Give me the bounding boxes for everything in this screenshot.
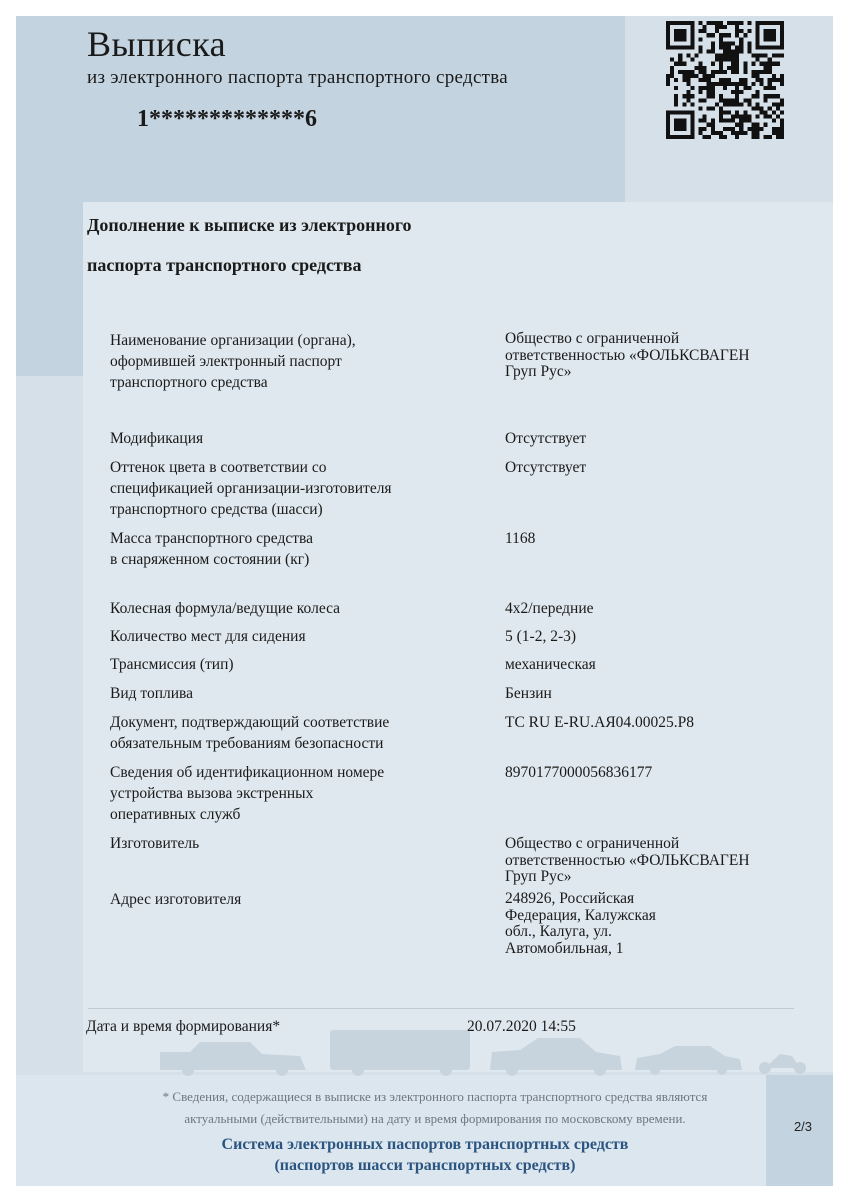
system-name [150,1134,700,1176]
row-label-seats: Количество мест для сидения [110,628,306,645]
qr-code-icon [666,21,784,139]
row-value-transmission: механическая [505,656,596,673]
row-value-seats: 5 (1-2, 2-3) [505,628,577,645]
divider [88,1008,794,1009]
footnote-line: актуальными (действительными) на дату и время формирования по московскому времени. [184,1111,686,1126]
row-label-emergency-device-id: Сведения об идентификационном номере устройства вызова экстренных оперативных служб [110,764,385,823]
document-title: Выписка [87,24,227,64]
generated-datetime-label: Дата и время формирования* [86,1018,281,1035]
row-value-wheel-formula: 4x2/передние [505,600,594,617]
passport-number: 1*************6 [137,106,317,132]
section-title-line: Дополнение к выписке из электронного [87,215,412,235]
system-name-line: (паспортов шасси транспортных средств) [274,1157,576,1174]
row-label-transmission: Трансмиссия (тип) [110,656,234,673]
row-value-fuel: Бензин [505,685,552,702]
row-label-curb-mass: Масса транспортного средства в снаряженном состоянии (кг) [110,530,313,568]
row-value-manufacturer: Общество с ограниченной ответственностью «ФОЛЬКСВАГЕН Груп Рус» [505,835,750,885]
document-subtitle: из электронного паспорта транспортного средства [87,67,509,88]
system-name-line: Система электронных паспортов транспортных средств [221,1136,629,1153]
row-label-organization: Наименование организации (органа), оформившей электронный паспорт транспортного средства [110,332,356,391]
section-title [87,205,487,285]
row-label-wheel-formula: Колесная формула/ведущие колеса [110,600,341,617]
row-value-modification: Отсутствует [505,430,587,447]
page-number: 2/3 [793,1119,813,1134]
row-label-fuel: Вид топлива [110,685,194,702]
row-label-conformity-document: Документ, подтверждающий соответствие обязательным требованиям безопасности [110,714,390,752]
generated-datetime-value: 20.07.2020 14:55 [467,1018,576,1035]
row-value-manufacturer-address: 248926, Российская Федерация, Калужская обл., Калуга, ул. Автомобильная, 1 [505,890,656,957]
row-value-emergency-device-id: 8970177000056836177 [505,764,653,781]
row-value-curb-mass: 1168 [505,530,536,547]
row-label-manufacturer-address: Адрес изготовителя [110,891,242,908]
left-strip [16,202,83,376]
row-value-conformity-document: ТС RU E-RU.АЯ04.00025.Р8 [505,714,695,731]
footnote-line: * Сведения, содержащиеся в выписке из электронного паспорта транспортного средства являются [162,1089,708,1104]
row-label-modification: Модификация [110,430,204,447]
row-value-organization: Общество с ограниченной ответственностью «ФОЛЬКСВАГЕН Груп Рус» [505,330,750,380]
section-title-line: паспорта транспортного средства [87,255,362,275]
row-label-color-shade: Оттенок цвета в соответствии со спецификацией организации-изготовителя транспортного средства (шасси) [110,459,392,518]
row-label-manufacturer: Изготовитель [110,835,200,852]
footnote [90,1086,780,1130]
qr-modules [666,21,784,139]
row-value-color-shade: Отсутствует [505,459,587,476]
